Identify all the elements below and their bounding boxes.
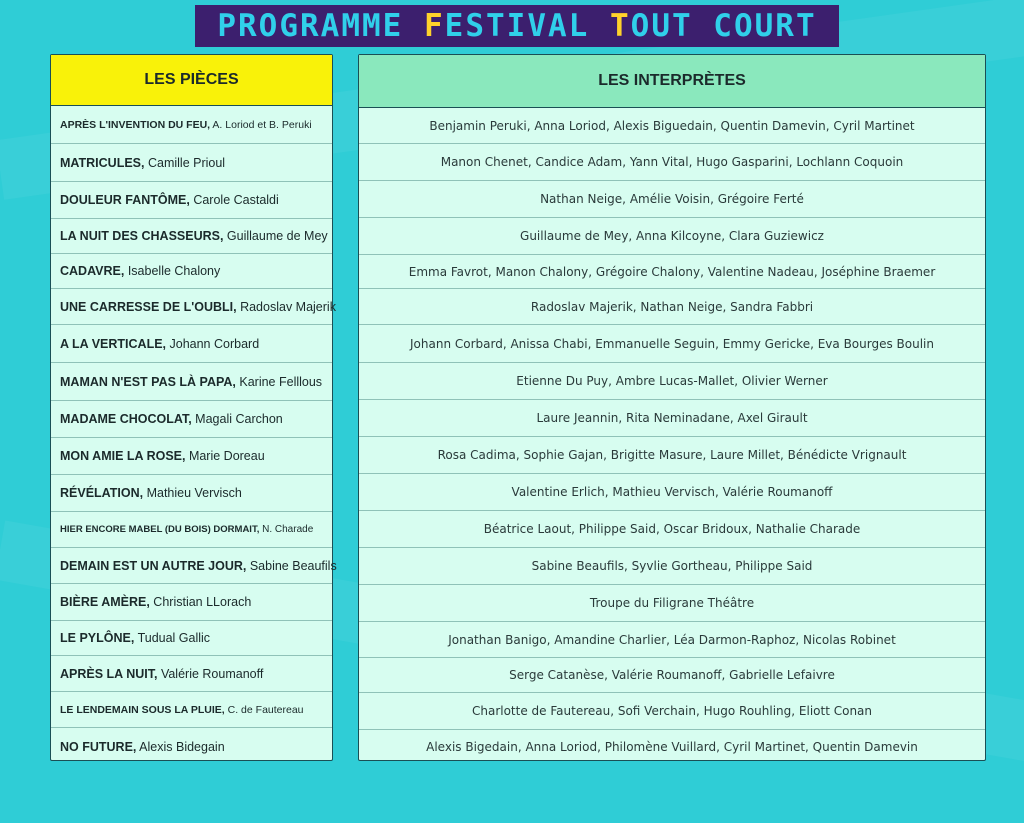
piece-title: LA NUIT DES CHASSEURS, bbox=[60, 229, 224, 243]
piece-title: A LA VERTICALE, bbox=[60, 336, 167, 351]
piece-row bbox=[51, 254, 332, 289]
piece-title: APRÈS L'INVENTION DU FEU, bbox=[60, 118, 211, 131]
piece-author: Tudual Gallic bbox=[134, 631, 211, 645]
performers-row bbox=[359, 181, 985, 218]
piece-row bbox=[51, 106, 332, 144]
piece-title: MADAME CHOCOLAT, bbox=[60, 412, 192, 426]
piece-author: Christian LLorach bbox=[149, 595, 252, 609]
piece-row bbox=[51, 182, 332, 219]
performers-row bbox=[359, 363, 985, 400]
performers-header: LES INTERPRÈTES bbox=[359, 55, 985, 108]
title-banner bbox=[195, 5, 839, 47]
piece-author: C. de Fautereau bbox=[224, 703, 304, 716]
piece-row bbox=[51, 584, 332, 621]
performers-row bbox=[359, 108, 985, 144]
performers-text: Manon Chenet, Candice Adam, Yann Vital, Hugo Gasparini, Lochlann Coquoin bbox=[440, 155, 904, 169]
piece-title: NO FUTURE, bbox=[60, 739, 137, 754]
performers-row bbox=[359, 400, 985, 437]
performers-row bbox=[359, 437, 985, 474]
performers-text: Johann Corbard, Anissa Chabi, Emmanuelle Seguin, Emmy Gericke, Eva Bourges Boulin bbox=[410, 336, 934, 351]
performers-list bbox=[359, 108, 985, 760]
performers-row bbox=[359, 693, 985, 730]
piece-title: CADAVRE, bbox=[60, 264, 125, 278]
performers-text: Alexis Bigedain, Anna Loriod, Philomène Vuillard, Cyril Martinet, Quentin Damevin bbox=[426, 740, 918, 754]
piece-title: UNE CARRESSE DE L'OUBLI, bbox=[60, 299, 237, 314]
performers-row bbox=[359, 585, 985, 622]
performers-text: Nathan Neige, Amélie Voisin, Grégoire Ferté bbox=[540, 192, 804, 206]
performers-row bbox=[359, 622, 985, 658]
performers-text: Emma Favrot, Manon Chalony, Grégoire Chalony, Valentine Nadeau, Joséphine Braemer bbox=[408, 264, 936, 279]
piece-row bbox=[51, 656, 332, 692]
performers-row bbox=[359, 255, 985, 289]
performers-text: Troupe du Filigrane Théâtre bbox=[589, 596, 755, 610]
title-part: OUT COURT bbox=[630, 8, 817, 44]
piece-author: Magali Carchon bbox=[191, 412, 283, 426]
piece-row bbox=[51, 363, 332, 401]
piece-author: Guillaume de Mey bbox=[223, 229, 328, 243]
performers-row bbox=[359, 474, 985, 511]
performers-text: Laure Jeannin, Rita Neminadane, Axel Girault bbox=[536, 411, 808, 425]
piece-row bbox=[51, 144, 332, 182]
piece-row bbox=[51, 512, 332, 548]
pieces-column bbox=[50, 54, 337, 761]
piece-author: Camille Prioul bbox=[144, 155, 226, 170]
piece-title: LE LENDEMAIN SOUS LA PLUIE, bbox=[60, 703, 225, 716]
piece-author: Marie Doreau bbox=[185, 449, 265, 463]
piece-author: A. Loriod et B. Peruki bbox=[210, 118, 312, 131]
performers-text: Béatrice Laout, Philippe Said, Oscar Bridoux, Nathalie Charade bbox=[483, 522, 861, 536]
piece-title: LE PYLÔNE, bbox=[60, 631, 135, 645]
performers-column bbox=[358, 54, 986, 761]
piece-author: Sabine Beaufils bbox=[246, 558, 337, 573]
piece-author: Karine Felllous bbox=[235, 374, 323, 389]
piece-title: APRÈS LA NUIT, bbox=[60, 666, 158, 681]
piece-row bbox=[51, 219, 332, 254]
title-part: ESTIVAL bbox=[444, 8, 610, 44]
performers-row bbox=[359, 658, 985, 693]
piece-row bbox=[51, 692, 332, 728]
piece-row bbox=[51, 289, 336, 325]
performers-text: Jonathan Banigo, Amandine Charlier, Léa Darmon-Raphoz, Nicolas Robinet bbox=[448, 632, 896, 647]
performers-text: Sabine Beaufils, Syvlie Gortheau, Philippe Said bbox=[531, 559, 813, 573]
piece-row bbox=[51, 621, 332, 656]
piece-author: Johann Corbard bbox=[166, 336, 260, 351]
piece-title: MAMAN N'EST PAS LÀ PAPA, bbox=[60, 374, 236, 389]
performers-text: Charlotte de Fautereau, Sofi Verchain, Hugo Rouhling, Eliott Conan bbox=[471, 704, 873, 718]
performers-row bbox=[359, 144, 985, 181]
performers-row bbox=[359, 325, 985, 363]
piece-author: Valérie Roumanoff bbox=[157, 666, 264, 681]
piece-row bbox=[51, 438, 332, 475]
piece-row bbox=[51, 728, 332, 765]
piece-row bbox=[51, 475, 332, 512]
piece-author: Mathieu Vervisch bbox=[143, 486, 242, 500]
performers-text: Serge Catanèse, Valérie Roumanoff, Gabrielle Lefaivre bbox=[509, 668, 835, 682]
piece-title: DOULEUR FANTÔME, bbox=[60, 193, 190, 207]
piece-author: Alexis Bidegain bbox=[136, 739, 225, 754]
piece-author: N. Charade bbox=[259, 524, 314, 535]
piece-title: BIÈRE AMÈRE, bbox=[60, 595, 150, 609]
performers-row bbox=[359, 548, 985, 585]
piece-title: HIER ENCORE MABEL (DU BOIS) DORMAIT, bbox=[60, 524, 260, 535]
performers-text: Radoslav Majerik, Nathan Neige, Sandra Fabbri bbox=[530, 299, 814, 314]
piece-author: Radoslav Majerik bbox=[236, 299, 336, 314]
piece-row bbox=[51, 401, 332, 438]
piece-title: RÉVÉLATION, bbox=[60, 486, 144, 500]
performers-text: Benjamin Peruki, Anna Loriod, Alexis Biguedain, Quentin Damevin, Cyril Martinet bbox=[429, 118, 915, 133]
title-part: T bbox=[609, 8, 631, 44]
title-part: F bbox=[424, 8, 445, 44]
pieces-list bbox=[51, 106, 337, 760]
page-title bbox=[217, 8, 816, 44]
title-part: ROGRAMME bbox=[238, 8, 424, 44]
performers-row bbox=[359, 218, 985, 255]
performers-text: Guillaume de Mey, Anna Kilcoyne, Clara Guziewicz bbox=[520, 229, 824, 243]
pieces-header: LES PIÈCES bbox=[51, 55, 332, 106]
piece-row bbox=[51, 325, 332, 363]
piece-author: Carole Castaldi bbox=[189, 193, 279, 207]
piece-row bbox=[51, 548, 337, 584]
piece-title: MATRICULES, bbox=[60, 155, 145, 170]
performers-row bbox=[359, 511, 985, 548]
piece-title: MON AMIE LA ROSE, bbox=[60, 449, 186, 463]
piece-title: DEMAIN EST UN AUTRE JOUR, bbox=[60, 558, 247, 573]
piece-author: Isabelle Chalony bbox=[124, 264, 221, 278]
performers-text: Valentine Erlich, Mathieu Vervisch, Valérie Roumanoff bbox=[511, 485, 833, 499]
performers-row bbox=[359, 289, 985, 325]
title-part: P bbox=[217, 8, 239, 44]
performers-text: Etienne Du Puy, Ambre Lucas-Mallet, Olivier Werner bbox=[516, 374, 828, 388]
performers-text: Rosa Cadima, Sophie Gajan, Brigitte Masure, Laure Millet, Bénédicte Vrignault bbox=[437, 448, 907, 462]
performers-row bbox=[359, 730, 985, 764]
